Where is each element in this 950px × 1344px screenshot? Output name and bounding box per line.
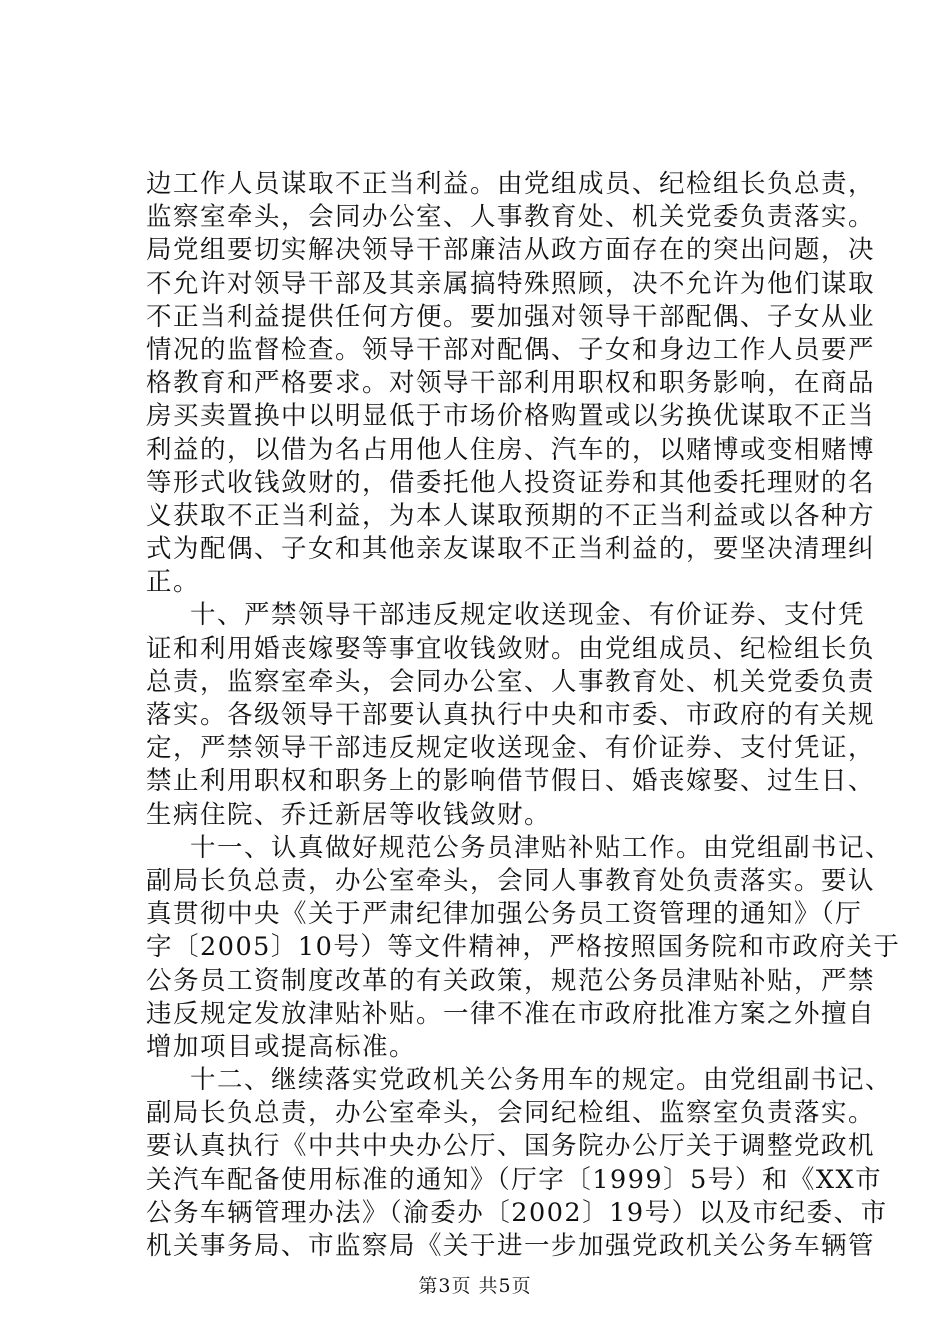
text-line: 公务员工资制度改革的有关政策，规范公务员津贴补贴，严禁 bbox=[146, 965, 876, 996]
page-footer: 第3页 共5页 bbox=[418, 1275, 532, 1297]
text-line: 不允许对领导干部及其亲属搞特殊照顾，决不允许为他们谋取 bbox=[146, 268, 876, 299]
text-line: 义获取不正当利益，为本人谋取预期的不正当利益或以各种方 bbox=[146, 500, 876, 531]
paragraph-first-line: 十一、认真做好规范公务员津贴补贴工作。由党组副书记、 bbox=[190, 832, 893, 863]
text-line: 情况的监督检查。领导干部对配偶、子女和身边工作人员要严 bbox=[146, 334, 876, 365]
paragraph-first-line: 十、严禁领导干部违反规定收送现金、有价证券、支付凭 bbox=[190, 600, 866, 631]
text-line: 房买卖置换中以明显低于市场价格购置或以劣换优谋取不正当 bbox=[146, 401, 876, 432]
text-line: 正。 bbox=[146, 567, 201, 598]
text-line: 等形式收钱敛财的，借委托他人投资证券和其他委托理财的名 bbox=[146, 467, 876, 498]
text-line: 要认真执行《中共中央办公厅、国务院办公厅关于调整党政机 bbox=[146, 1131, 876, 1162]
text-line: 边工作人员谋取不正当利益。由党组成员、纪检组长负总责， bbox=[146, 169, 876, 199]
text-line: 增加项目或提高标准。 bbox=[146, 1031, 417, 1062]
text-line: 格教育和严格要求。对领导干部利用职权和职务影响，在商品 bbox=[146, 368, 876, 399]
text-line: 字〔2005〕10号）等文件精神，严格按照国务院和市政府关于 bbox=[146, 932, 901, 963]
text-line: 证和利用婚丧嫁娶等事宜收钱敛财。由党组成员、纪检组长负 bbox=[146, 633, 876, 664]
text-line: 关汽车配备使用标准的通知》（厅字〔1999〕5号）和《XX市 bbox=[146, 1164, 883, 1195]
text-line: 真贯彻中央《关于严肃纪律加强公务员工资管理的通知》（厅 bbox=[146, 899, 863, 930]
text-line: 不正当利益提供任何方便。要加强对领导干部配偶、子女从业 bbox=[146, 301, 876, 332]
text-line: 公务车辆管理办法》（渝委办〔2002〕19号）以及市纪委、市 bbox=[146, 1197, 888, 1228]
text-line: 定，严禁领导干部违反规定收送现金、有价证券、支付凭证， bbox=[146, 733, 876, 764]
text-line: 机关事务局、市监察局《关于进一步加强党政机关公务车辆管 bbox=[146, 1231, 876, 1261]
text-line: 局党组要切实解决领导干部廉洁从政方面存在的突出问题，决 bbox=[146, 235, 876, 266]
text-line: 副局长负总责，办公室牵头，会同纪检组、监察室负责落实。 bbox=[146, 1098, 876, 1129]
text-line: 生病住院、乔迁新居等收钱敛财。 bbox=[146, 799, 552, 830]
text-line: 落实。各级领导干部要认真执行中央和市委、市政府的有关规 bbox=[146, 700, 876, 730]
text-line: 监察室牵头，会同办公室、人事教育处、机关党委负责落实。 bbox=[146, 202, 876, 233]
text-line: 违反规定发放津贴补贴。一律不准在市政府批准方案之外擅自 bbox=[146, 998, 876, 1029]
text-line: 利益的，以借为名占用他人住房、汽车的，以赌博或变相赌博 bbox=[146, 434, 876, 465]
text-line: 总责，监察室牵头，会同办公室、人事教育处、机关党委负责 bbox=[146, 666, 876, 697]
body-text bbox=[146, 168, 901, 1263]
text-line: 禁止利用职权和职务上的影响借节假日、婚丧嫁娶、过生日、 bbox=[146, 766, 876, 797]
paragraph-first-line: 十二、继续落实党政机关公务用车的规定。由党组副书记、 bbox=[190, 1065, 893, 1096]
text-line: 副局长负总责，办公室牵头，会同人事教育处负责落实。要认 bbox=[146, 865, 876, 896]
text-line: 式为配偶、子女和其他亲友谋取不正当利益的，要坚决清理纠 bbox=[146, 534, 876, 565]
